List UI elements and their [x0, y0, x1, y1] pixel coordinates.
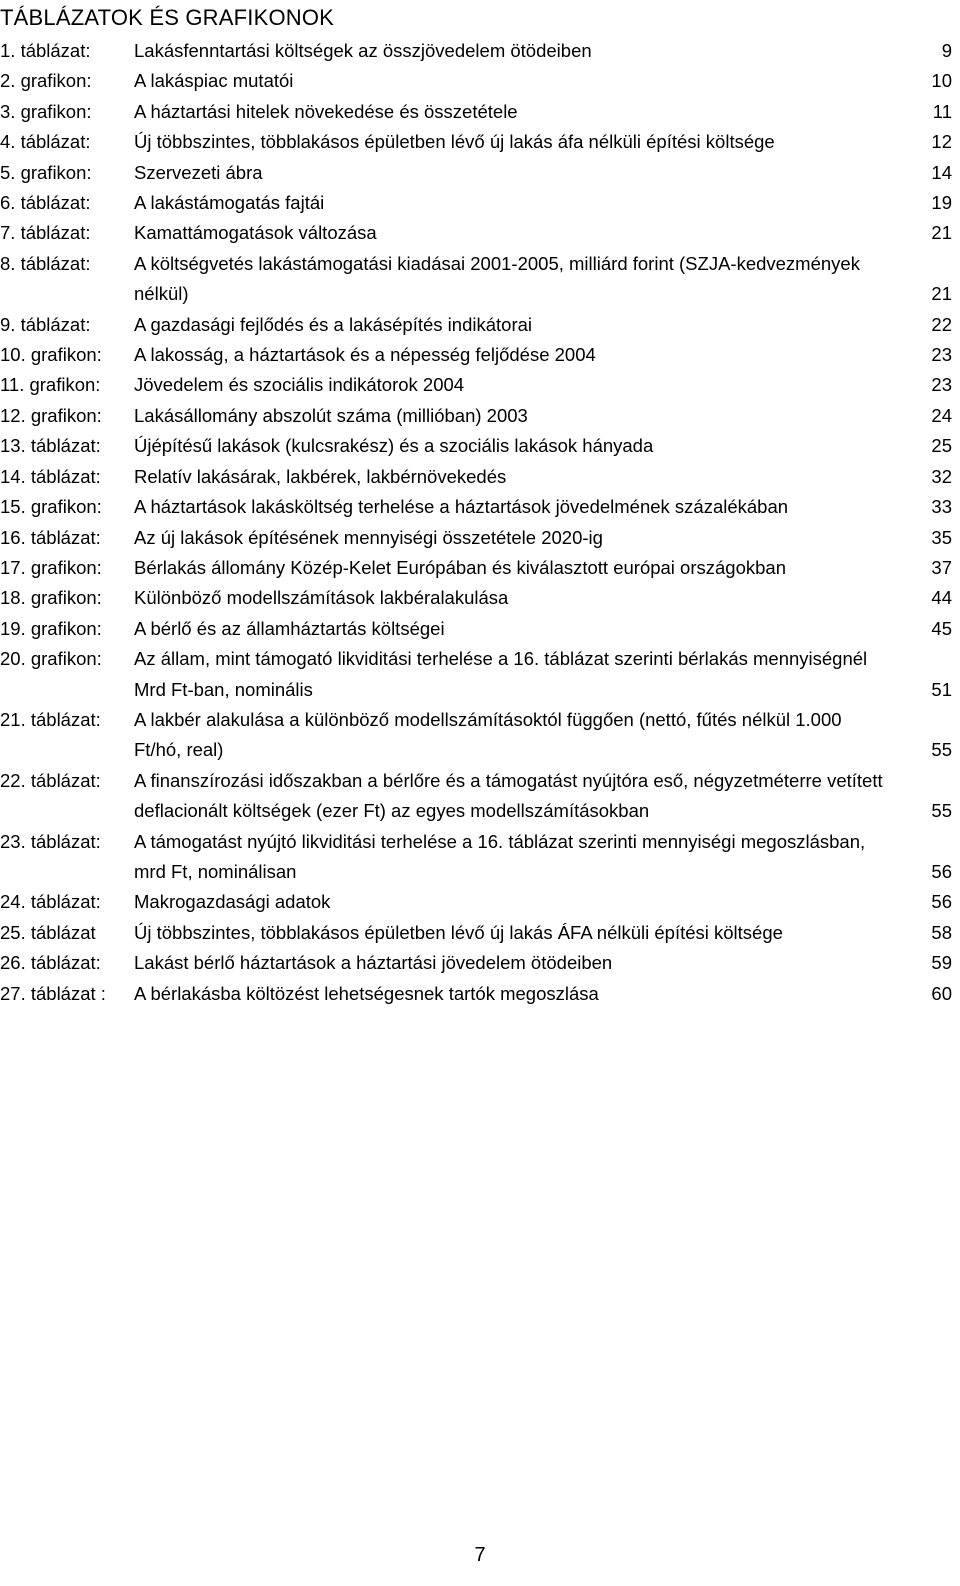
toc-entry: [0, 188, 956, 218]
toc-entry: [0, 583, 956, 613]
entry-title: A háztartások lakásköltség terhelése a háztartások jövedelmének százalékában: [134, 496, 789, 518]
toc-entry: [0, 401, 956, 431]
entry-page-number: 25: [931, 435, 952, 457]
toc-entry: [0, 218, 956, 248]
entry-page-number: 55: [931, 800, 952, 822]
entry-title: Különböző modellszámítások lakbéralakulása: [134, 587, 509, 609]
entry-title: A lakástámogatás fajtái: [134, 192, 325, 214]
entry-title: Lakást bérlő háztartások a háztartási jövedelem ötödeiben: [134, 952, 613, 974]
entry-label: 15. grafikon:: [0, 496, 102, 518]
entry-page-number: 45: [931, 617, 952, 639]
entry-title: Lakásállomány abszolút száma (millióban) 2003: [134, 404, 528, 426]
entry-page-number: 11: [932, 100, 952, 122]
entry-title: A lakosság, a háztartások és a népesség feljődése 2004: [134, 344, 596, 366]
entry-page-number: 24: [931, 404, 952, 426]
entry-label: 23. táblázat:: [0, 830, 101, 852]
entry-label: 1. táblázat:: [0, 40, 91, 61]
entry-page-number: 37: [931, 556, 952, 578]
entry-label: 25. táblázat: [0, 921, 96, 943]
entry-label: 10. grafikon:: [0, 344, 102, 366]
entry-page-number: 9: [941, 40, 952, 61]
entry-label: 9. táblázat:: [0, 313, 91, 335]
entry-title: A lakáspiac mutatói: [134, 70, 294, 92]
entry-page-number: 32: [931, 465, 952, 487]
entry-title: A gazdasági fejlődés és a lakásépítés indikátorai: [134, 313, 533, 335]
entry-label: 21. táblázat:: [0, 708, 101, 730]
toc-entry: [0, 97, 956, 127]
entry-title: A bérlő és az államháztartás költségei: [134, 617, 445, 639]
entry-title: Kamattámogatások változása: [134, 222, 377, 244]
toc-entry: [0, 644, 956, 705]
toc-entry: [0, 249, 956, 310]
entry-title: A finanszírozási időszakban a bérlőre és a támogatást nyújtóra eső, négyzetméterre vetített deflacionált költségek (ezer Ft) az egyes modellszámításokban: [134, 769, 883, 822]
entry-title: A támogatást nyújtó likviditási terhelése a 16. táblázat szerinti mennyiségi megoszlásban, mrd Ft, nominálisan: [134, 830, 866, 882]
entry-label: 27. táblázat :: [0, 982, 106, 1004]
entry-label: 20. grafikon:: [0, 648, 102, 670]
entry-page-number: 56: [931, 860, 952, 882]
entry-title: Bérlakás állomány Közép-Kelet Európában és kiválasztott európai országokban: [134, 556, 786, 578]
toc-entry: [0, 614, 956, 644]
entry-label: 11. grafikon:: [0, 374, 101, 396]
entry-page-number: 60: [931, 982, 952, 1004]
toc-entry: [0, 66, 956, 96]
entry-label: 6. táblázat:: [0, 192, 91, 214]
entry-label: 4. táblázat:: [0, 131, 91, 153]
toc-entry: [0, 705, 956, 766]
entry-page-number: 44: [931, 587, 952, 609]
entry-page-number: 56: [931, 891, 952, 913]
entry-label: 24. táblázat:: [0, 891, 101, 913]
entry-title: A lakbér alakulása a különböző modellszámításoktól függően (nettó, fűtés nélkül 1.000 Ft/hó, real): [134, 708, 842, 761]
entry-title: Az új lakások építésének mennyiségi összetétele 2020-ig: [134, 526, 603, 548]
entry-label: 14. táblázat:: [0, 465, 101, 487]
toc-entry: [0, 462, 956, 492]
entry-title: Újépítésű lakások (kulcsrakész) és a szociális lakások hányada: [134, 435, 654, 457]
entry-label: 17. grafikon:: [0, 556, 102, 578]
entry-page-number: 12: [931, 131, 952, 153]
entry-page-number: 19: [931, 192, 952, 214]
entry-page-number: 55: [931, 739, 952, 761]
entry-page-number: 23: [931, 344, 952, 366]
entry-page-number: 21: [931, 283, 952, 305]
entry-page-number: 10: [931, 70, 952, 92]
table-of-figures: [0, 36, 956, 1009]
entry-title: A bérlakásba költözést lehetségesnek tartók megoszlása: [134, 982, 599, 1004]
entry-title: Új többszintes, többlakásos épületben lévő új lakás ÁFA nélküli építési költsége: [134, 921, 783, 943]
entry-page-number: 21: [931, 222, 952, 244]
entry-page-number: 58: [931, 921, 952, 943]
entry-title: Relatív lakásárak, lakbérek, lakbérnövekedés: [134, 465, 507, 487]
toc-entry: [0, 492, 956, 522]
entry-page-number: 51: [931, 678, 952, 700]
entry-title: Szervezeti ábra: [134, 161, 263, 183]
entry-label: 22. táblázat:: [0, 769, 101, 791]
toc-entry: [0, 918, 956, 948]
toc-entry: [0, 158, 956, 188]
page-title: TÁBLÁZATOK ÉS GRAFIKONOK: [0, 5, 335, 30]
toc-entry: [0, 766, 956, 827]
entry-label: 18. grafikon:: [0, 587, 102, 609]
entry-label: 19. grafikon:: [0, 617, 102, 639]
entry-label: 12. grafikon:: [0, 404, 102, 426]
entry-page-number: 59: [931, 952, 952, 974]
toc-entry: [0, 431, 956, 461]
toc-entry: [0, 340, 956, 370]
entry-title: Lakásfenntartási költségek az összjövedelem ötödeiben: [134, 40, 592, 61]
entry-page-number: 14: [931, 161, 952, 183]
entry-label: 3. grafikon:: [0, 100, 92, 122]
toc-entry: [0, 553, 956, 583]
toc-entry: [0, 370, 956, 400]
entry-title: Jövedelem és szociális indikátorok 2004: [134, 374, 465, 396]
entry-title: Új többszintes, többlakásos épületben lévő új lakás áfa nélküli építési költsége: [134, 131, 775, 153]
entry-label: 16. táblázat:: [0, 526, 101, 548]
entry-label: 2. grafikon:: [0, 70, 92, 92]
toc-entry: [0, 948, 956, 978]
toc-entry: [0, 887, 956, 917]
toc-entry: [0, 979, 956, 1009]
entry-title: Makrogazdasági adatok: [134, 891, 331, 913]
entry-title: A költségvetés lakástámogatási kiadásai 2001-2005, milliárd forint (SZJA-kedvezmények nélkül): [134, 252, 860, 305]
toc-entry: [0, 127, 956, 157]
toc-entry: [0, 310, 956, 340]
toc-entry: [0, 36, 956, 66]
page-number: 7: [474, 1544, 486, 1566]
entry-label: 8. táblázat:: [0, 252, 91, 274]
entry-page-number: 22: [931, 313, 952, 335]
toc-entry: [0, 523, 956, 553]
toc-entry: [0, 827, 956, 888]
entry-page-number: 23: [931, 374, 952, 396]
entry-title: A háztartási hitelek növekedése és összetétele: [134, 100, 518, 122]
entry-label: 5. grafikon:: [0, 161, 92, 183]
entry-label: 7. táblázat:: [0, 222, 91, 244]
entry-page-number: 33: [931, 496, 952, 518]
entry-page-number: 35: [931, 526, 952, 548]
entry-label: 26. táblázat:: [0, 952, 101, 974]
entry-title: Az állam, mint támogató likviditási terhelése a 16. táblázat szerinti bérlakás mennyiségnél Mrd Ft-ban, nominális: [134, 648, 868, 700]
entry-label: 13. táblázat:: [0, 435, 101, 457]
